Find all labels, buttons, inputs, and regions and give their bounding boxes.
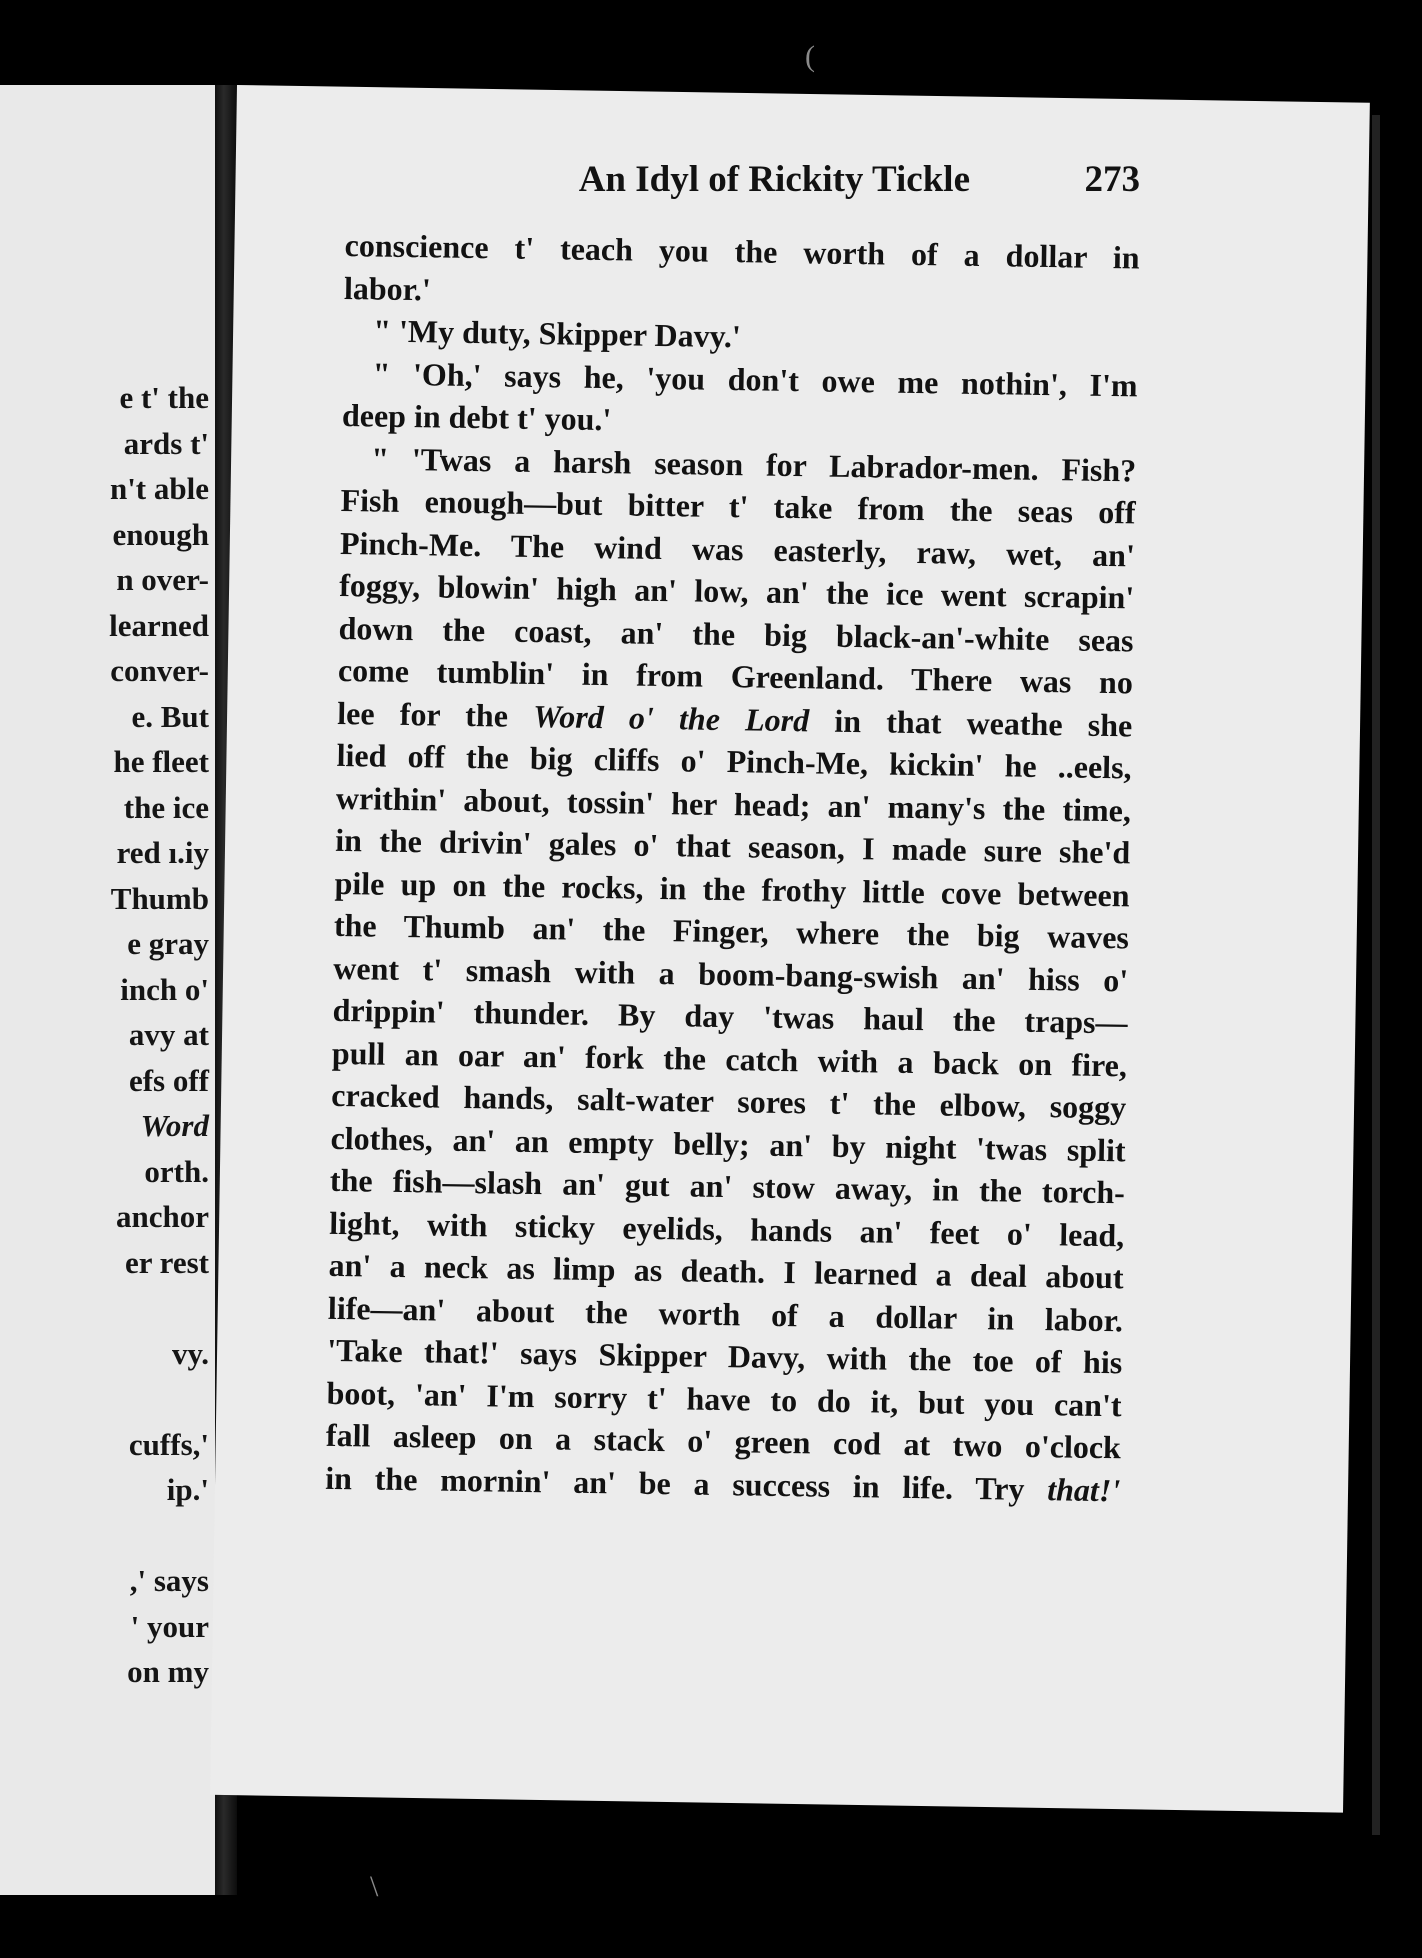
chapter-title: An Idyl of Rickity Tickle xyxy=(578,159,970,200)
scan-speck: \ xyxy=(370,1870,379,1903)
text-line: light, with sticky eyelids, hands an' feet o' lead, xyxy=(329,1204,1125,1253)
text-line: in the drivin' gales o' that season, I made sure she'd xyxy=(335,821,1131,871)
left-line: learned xyxy=(109,607,209,643)
left-line: anchor xyxy=(116,1199,209,1234)
left-line-gap xyxy=(109,1285,209,1331)
text-line: labor.' xyxy=(343,269,432,307)
left-line: er rest xyxy=(124,1244,209,1280)
left-line: the ice xyxy=(123,789,209,825)
left-line: orth. xyxy=(144,1153,209,1189)
text-fragment: lee for the xyxy=(337,694,509,734)
text-line: went t' smash with a boom-bang-swish an' hiss o' xyxy=(333,949,1129,998)
left-line: cuffs,' xyxy=(128,1426,209,1462)
text-line: pull an oar an' fork the catch with a back on fire, xyxy=(331,1034,1128,1083)
left-line: e. But xyxy=(131,698,209,734)
left-line: e t' the xyxy=(119,380,209,415)
left-line: enough xyxy=(112,516,209,552)
text-line: life—an' about the worth of a dollar in labor. xyxy=(327,1289,1124,1338)
text-line: foggy, blowin' high an' low, an' the ice went scrapin' xyxy=(339,566,1135,616)
left-line: he fleet xyxy=(113,744,209,779)
left-line: Word xyxy=(140,1108,209,1143)
left-line: vy. xyxy=(171,1335,209,1371)
text-line: " 'Twas a harsh season for Labrador-men. Fish? xyxy=(371,439,1137,488)
left-line: n over- xyxy=(116,562,209,597)
text-line: clothes, an' an empty belly; an' by night 'twas split xyxy=(330,1119,1126,1168)
text-line: an' a neck as limp as death. I learned a deal about xyxy=(328,1246,1124,1296)
text-line: Fish enough—but bitter t' take from the seas off xyxy=(340,481,1136,531)
left-line: e gray xyxy=(127,926,209,961)
left-line: inch o' xyxy=(120,971,209,1007)
body-text xyxy=(325,224,1140,1511)
text-line: lied off the big cliffs o' Pinch-Me, kickin' he ..eels, xyxy=(336,736,1132,786)
left-line: ards t' xyxy=(123,425,209,461)
text-line: 'Take that!' says Skipper Davy, with the toe of his xyxy=(327,1331,1123,1381)
text-line: drippin' thunder. By day 'twas haul the traps— xyxy=(332,991,1128,1041)
text-line: writhin' about, tossin' her head; an' many's the time, xyxy=(335,779,1132,828)
text-fragment: in the mornin' an' be a success in life. Try xyxy=(325,1459,1025,1507)
left-line-gap xyxy=(109,1376,209,1422)
text-line: boot, 'an' I'm sorry t' have to do it, but you can't xyxy=(326,1374,1122,1423)
left-line: avy at xyxy=(128,1017,209,1052)
scan-speck: ( xyxy=(805,40,815,73)
left-page-text xyxy=(109,375,209,1695)
text-line: the fish—slash an' gut an' stow away, in the torch- xyxy=(329,1161,1126,1211)
page-edge xyxy=(1372,115,1380,1835)
text-line: " 'My duty, Skipper Davy.' xyxy=(373,312,742,355)
left-line: n't able xyxy=(109,471,209,506)
left-line: efs off xyxy=(128,1062,209,1098)
left-line-gap xyxy=(109,1513,209,1559)
text-line: the Thumb an' the Finger, where the big waves xyxy=(333,906,1130,956)
text-line: come tumblin' in from Greenland. There was no xyxy=(337,651,1134,701)
left-line: ip.' xyxy=(166,1472,209,1507)
left-line: ,' says xyxy=(129,1563,209,1598)
text-line: deep in debt t' you.' xyxy=(341,396,612,438)
left-line: Thumb xyxy=(110,880,209,916)
text-line: Pinch-Me. The wind was easterly, raw, wet, an' xyxy=(339,524,1136,573)
left-page xyxy=(0,85,215,1895)
left-line: on my xyxy=(127,1654,209,1689)
text-line: pile up on the rocks, in the frothy little cove between xyxy=(334,864,1130,913)
page-number: 273 xyxy=(1084,159,1140,200)
text-line: conscience t' teach you the worth of a dollar in xyxy=(344,226,1140,276)
left-line: red ı.iy xyxy=(116,835,209,870)
left-line: ' your xyxy=(130,1608,209,1644)
text-line: fall asleep on a stack o' green cod at two o'clock xyxy=(325,1416,1122,1466)
text-fragment: in that weathe she xyxy=(834,702,1133,743)
italic-word: that!' xyxy=(1047,1470,1121,1508)
left-line: conver- xyxy=(110,653,209,688)
text-line: cracked hands, salt-water sores t' the elbow, soggy xyxy=(331,1076,1127,1126)
text-line: " 'Oh,' says he, 'you don't owe me nothin', I'm xyxy=(372,354,1138,403)
italic-title: Word o' the Lord xyxy=(532,697,810,738)
text-line: down the coast, an' the big black-an'-white seas xyxy=(338,609,1134,658)
